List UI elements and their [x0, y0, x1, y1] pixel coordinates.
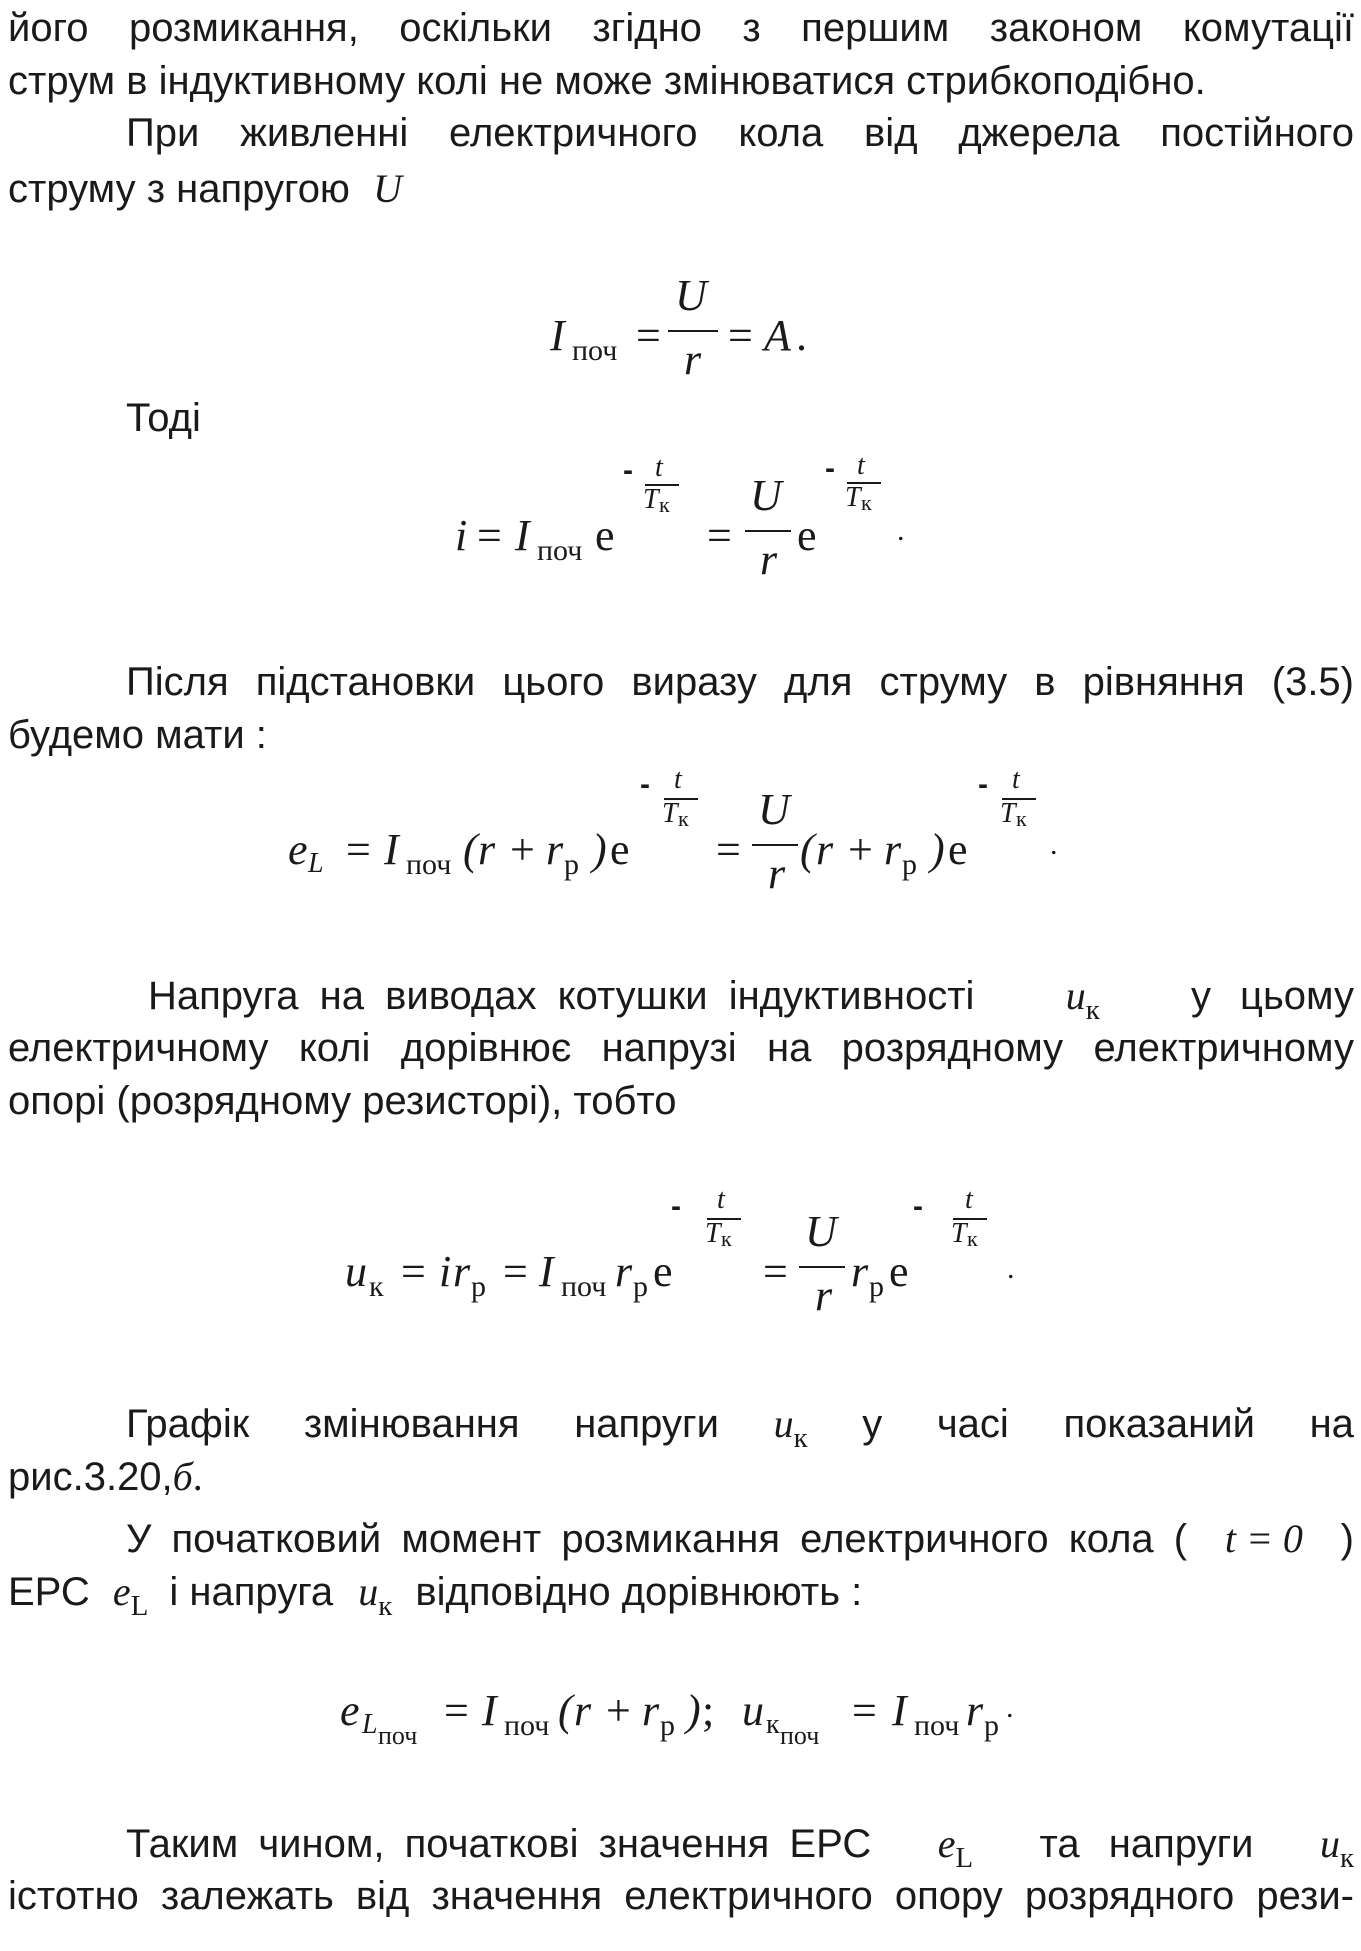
math-inline: t = 0 [1224, 1516, 1303, 1561]
math-symbol: . [1050, 828, 1058, 861]
math-subscript: к [678, 806, 689, 831]
math-symbol: u [773, 1401, 794, 1446]
math-symbol: e [937, 1821, 956, 1866]
math-symbol: I [482, 1686, 497, 1735]
text-line: Після підстановки цього виразу для струму в рівняння (3.5) [126, 660, 1354, 704]
math-symbol: r [815, 1271, 833, 1320]
math-symbol: e [288, 825, 308, 874]
math-symbol: t [655, 452, 663, 483]
math-symbol: + [510, 825, 535, 874]
math-inline [1065, 972, 1100, 1027]
math-symbol: + [606, 1686, 631, 1735]
paragraph-line [8, 1453, 203, 1500]
math-symbol: = [503, 1247, 528, 1296]
math-subscript: к [967, 1226, 978, 1251]
math-symbol: . [796, 311, 807, 360]
math-symbol: = [346, 825, 371, 874]
math-symbol: u [345, 1247, 367, 1296]
math-subscript: к [369, 1270, 384, 1303]
math-subscript: поч [914, 1709, 960, 1742]
math-symbol: ( [800, 825, 815, 874]
math-subscript: р [869, 1270, 884, 1303]
math-symbol: T [845, 482, 861, 513]
text-line: будемо мати : [8, 713, 267, 757]
text-span: рис.3.20, [8, 1455, 173, 1499]
math-subscript: р [633, 1270, 648, 1303]
paragraph-line [8, 1568, 863, 1623]
math-symbol: A [764, 311, 791, 360]
math-symbol: r [884, 825, 902, 874]
math-subscript: L [362, 1709, 378, 1740]
fraction-bar [668, 330, 718, 332]
text-span: у [862, 1402, 883, 1446]
text-span: ЕРС [8, 1570, 90, 1614]
math-symbol: t [674, 764, 682, 795]
math-symbol: I [550, 311, 565, 360]
math-symbol: r [851, 1247, 869, 1296]
math-symbol: I [539, 1247, 554, 1296]
math-symbol: r [768, 849, 786, 898]
text-span: відповідно дорівнюють : [415, 1570, 863, 1614]
math-symbol: e [610, 825, 630, 874]
math-symbol: = [444, 1686, 469, 1735]
math-symbol: e [889, 1247, 909, 1296]
text-line: При живленні електричного кола від джерела постійного [126, 111, 1354, 155]
math-symbol: T [643, 484, 659, 515]
equation [288, 764, 1088, 920]
paragraph-line [126, 1820, 1354, 1875]
math-symbol: t [857, 450, 865, 481]
math-symbol: ) [686, 1686, 701, 1735]
equation [550, 271, 850, 398]
math-symbol: T [662, 798, 678, 829]
math-subscript: поч [406, 848, 452, 881]
math-symbol: . [1007, 1252, 1015, 1285]
math-symbol: ( [558, 1686, 573, 1735]
paragraph-line [126, 1515, 1354, 1562]
text-line: істотно залежать від значення електричного опору розрядного рези- [8, 1874, 1354, 1918]
math-symbol: I [384, 825, 399, 874]
math-symbol: = [728, 311, 753, 360]
text-span: напруги [574, 1402, 719, 1446]
text-span: ) [1340, 1517, 1354, 1561]
equation [345, 1184, 1025, 1340]
math-inline [358, 1569, 393, 1623]
math-symbol: - [640, 768, 650, 801]
equation [340, 1665, 1060, 1775]
math-symbol: T [705, 1218, 721, 1249]
paragraph-line [148, 972, 1354, 1027]
math-symbol: = [477, 511, 502, 560]
text-line: Тоді [126, 396, 201, 440]
math-symbol: r [453, 1247, 471, 1296]
math-subscript: р [984, 1709, 999, 1742]
fraction-bar [799, 1266, 845, 1268]
text-span: струму з напругою [8, 167, 350, 211]
math-subscript: поч [561, 1270, 607, 1303]
math-symbol: u [1065, 973, 1086, 1018]
math-symbol: e [797, 511, 817, 560]
math-subscript: L [955, 1842, 974, 1875]
math-symbol: T [1000, 798, 1016, 829]
math-symbol: - [978, 768, 988, 801]
math-symbol: ( [463, 825, 478, 874]
math-subscript: поч [780, 1721, 820, 1750]
text-span: та напруги [1039, 1822, 1254, 1866]
math-subscript: к [1085, 994, 1100, 1027]
math-symbol: - [825, 452, 835, 485]
text-span: змінювання [303, 1402, 520, 1446]
math-symbol: u [742, 1686, 764, 1735]
math-symbol: + [848, 825, 873, 874]
math-symbol: i [455, 511, 468, 560]
paragraph-line [8, 6, 1354, 51]
math-symbol: - [671, 1190, 681, 1223]
paragraph-line [126, 1400, 1354, 1455]
math-symbol: = [852, 1686, 877, 1735]
math-subscript: к [861, 490, 872, 515]
math-subscript: поч [537, 534, 583, 567]
math-symbol: U [805, 1207, 837, 1256]
fraction-bar [752, 844, 798, 846]
text-span: часі [936, 1402, 1009, 1446]
math-subscript: р [471, 1270, 486, 1303]
math-subscript: к [793, 1422, 808, 1455]
math-subscript: р [660, 1709, 675, 1742]
math-symbol: r [642, 1686, 660, 1735]
fraction-bar [745, 530, 791, 532]
math-inline [773, 1400, 808, 1455]
text-span: . [192, 1454, 203, 1499]
math-symbol: U [373, 166, 402, 211]
math-symbol: e [112, 1569, 131, 1614]
math-symbol: e [595, 511, 615, 560]
math-symbol: e [948, 825, 968, 874]
text-line: опорі (розрядному резисторі), тобто [8, 1079, 677, 1123]
math-subscript: к [1016, 806, 1027, 831]
math-subscript: поч [378, 1721, 418, 1750]
math-symbol: I [515, 511, 530, 560]
math-symbol: = [636, 311, 661, 360]
math-subscript: к [659, 492, 670, 517]
math-inline [937, 1820, 974, 1875]
text-line: його розмикання, оскільки згідно з першим законом комутації [8, 6, 1354, 50]
math-symbol: ) [930, 825, 945, 874]
math-symbol: r [574, 1686, 592, 1735]
math-symbol: U [750, 471, 782, 520]
paragraph-line [8, 165, 402, 212]
text-span: на [1309, 1402, 1354, 1446]
text-line: струм в індуктивному колі не може змінюватися стрибкоподібно. [8, 59, 1206, 103]
math-symbol: t [965, 1184, 973, 1215]
math-symbol: i [439, 1247, 452, 1296]
math-symbol: r [478, 825, 496, 874]
math-symbol: t [717, 1184, 725, 1215]
math-symbol: = [707, 511, 732, 560]
math-symbol: . [1006, 1691, 1014, 1724]
math-symbol: ; [702, 1686, 715, 1735]
math-symbol: ) [592, 825, 607, 874]
text-span: У початковий момент розмикання електричного кола ( [126, 1517, 1188, 1561]
math-symbol: u [358, 1569, 379, 1614]
math-subscript: L [130, 1590, 149, 1623]
text-span: Напруга на виводах котушки індуктивності [148, 974, 975, 1018]
math-symbol: u [1320, 1821, 1340, 1866]
math-symbol: U [758, 785, 790, 834]
math-symbol: e [653, 1247, 673, 1296]
math-symbol: = [763, 1247, 788, 1296]
math-symbol: - [623, 454, 633, 487]
math-subscript: к [721, 1226, 732, 1251]
math-symbol: T [951, 1218, 967, 1249]
math-symbol: r [760, 535, 778, 584]
math-symbol: r [615, 1247, 633, 1296]
math-subscript: поч [504, 1709, 550, 1742]
math-symbol: r [966, 1686, 984, 1735]
math-inline [1320, 1820, 1354, 1875]
math-subscript: поч [572, 334, 618, 367]
math-subscript: р [902, 848, 917, 881]
math-inline [112, 1569, 149, 1623]
math-symbol: r [684, 335, 702, 384]
math-symbol: e [340, 1686, 360, 1735]
figure-ref: б [172, 1454, 193, 1499]
math-symbol: r [546, 825, 564, 874]
text-span: Таким чином, початкові значення ЕРС [126, 1822, 872, 1866]
equation [455, 450, 915, 600]
text-span: і напруга [169, 1570, 334, 1614]
math-subscript: L [308, 848, 324, 879]
math-symbol: . [897, 514, 905, 547]
math-subscript: к [766, 1709, 780, 1740]
math-subscript: к [378, 1590, 393, 1623]
math-subscript: р [564, 848, 579, 881]
text-span: Графік [126, 1402, 250, 1446]
math-subscript: к [1340, 1842, 1354, 1875]
math-symbol: t [1012, 764, 1020, 795]
math-symbol: I [892, 1686, 907, 1735]
text-span: у цьому [1190, 974, 1354, 1018]
text-span: показаний [1063, 1402, 1255, 1446]
math-symbol: = [716, 825, 741, 874]
text-line: електричному колі дорівнює напрузі на розрядному електричному [8, 1026, 1354, 1070]
math-symbol: U [675, 271, 707, 320]
math-symbol: - [913, 1190, 923, 1223]
math-symbol: = [401, 1247, 426, 1296]
math-symbol: r [816, 825, 834, 874]
